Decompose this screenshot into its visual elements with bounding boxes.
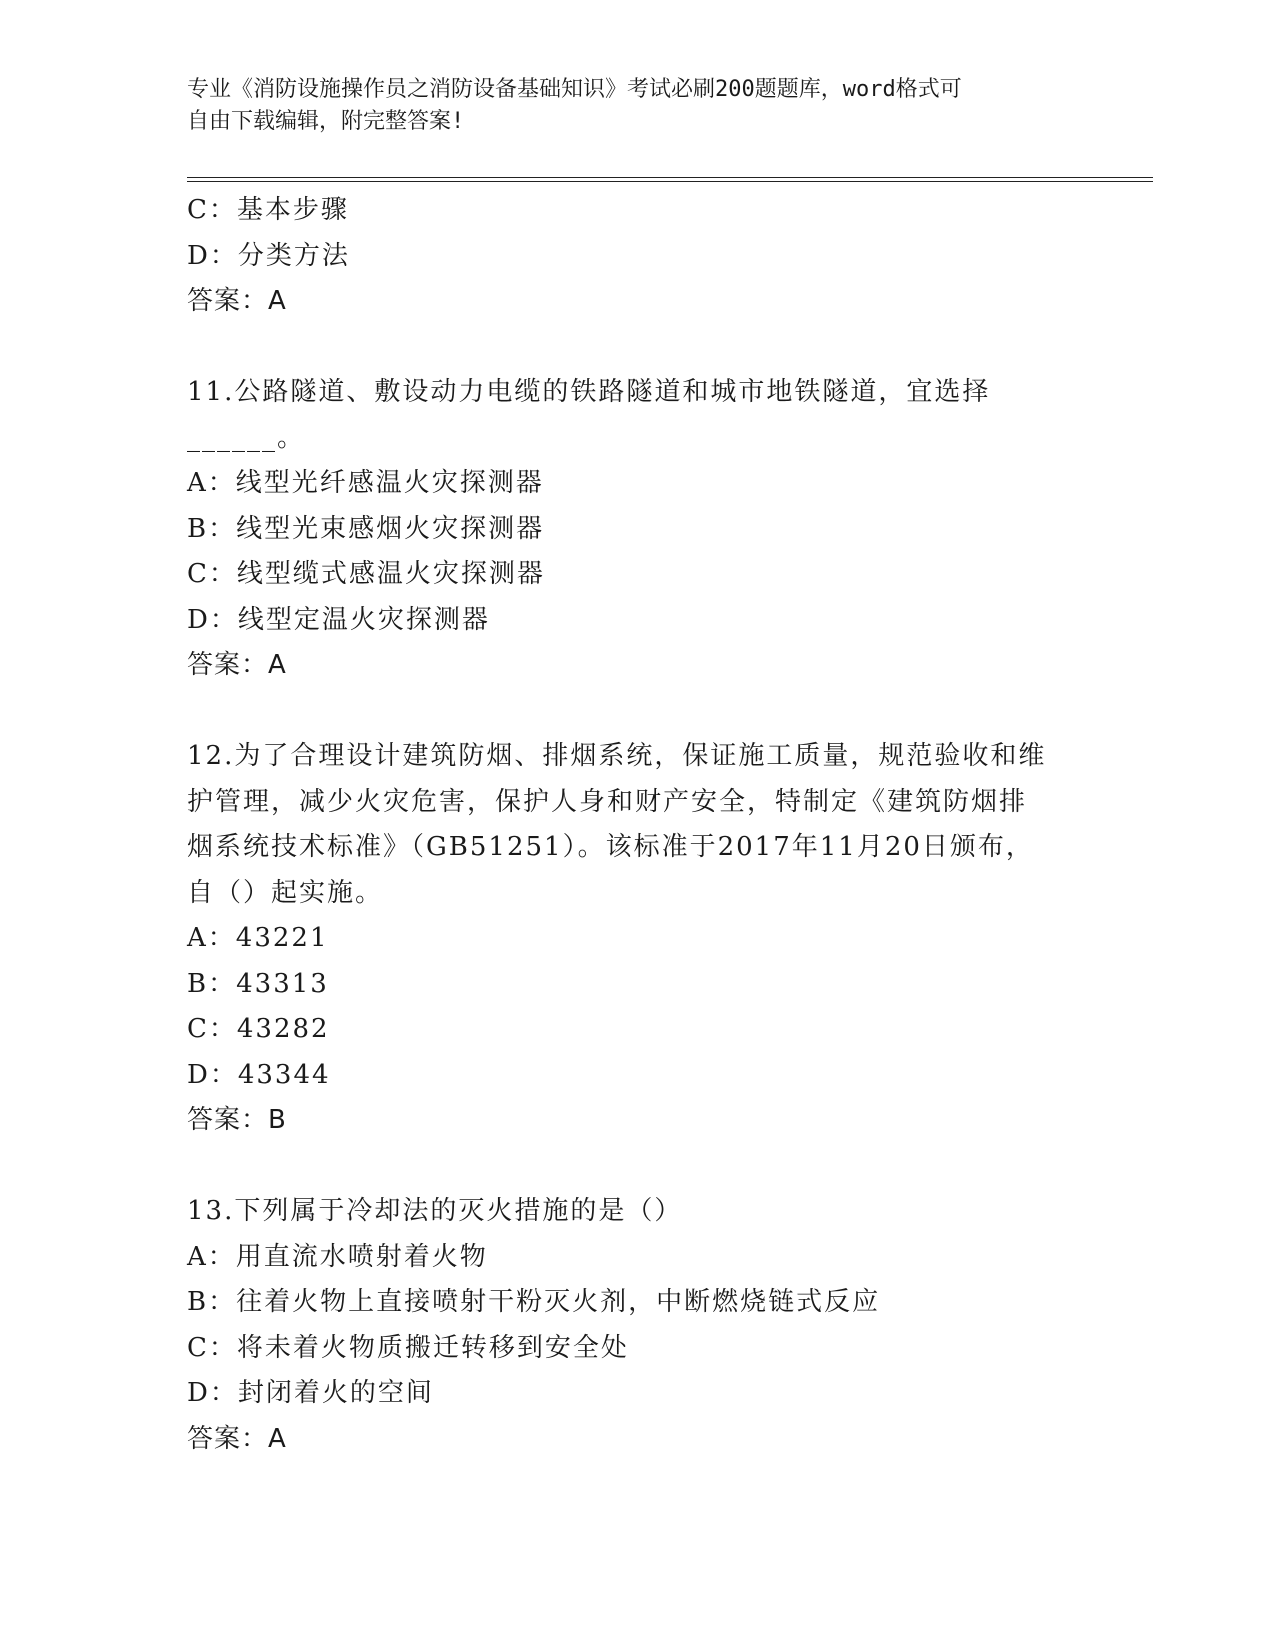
question-content: [187, 188, 1087, 1462]
question-text: ______。: [187, 422, 306, 453]
option-c: C：将未着火物质搬迁转移到安全处: [187, 1332, 629, 1363]
header-rule-bottom: [187, 181, 1153, 182]
question-text: 13.下列属于冷却法的灭火措施的是（）: [187, 1196, 683, 1226]
option-c: C：线型缆式感温火灾探测器: [187, 559, 545, 589]
question-11: [187, 370, 1087, 689]
option-a: A：用直流水喷射着火物: [187, 1241, 488, 1272]
option-d: D：封闭着火的空间: [187, 1378, 434, 1408]
question-text: 自（）起实施。: [187, 877, 384, 908]
option-d: D：分类方法: [187, 240, 350, 271]
answer: 答案：B: [187, 1105, 287, 1135]
header-rule-top: [187, 177, 1153, 178]
spacer: [187, 689, 1087, 735]
option-d: D：43344: [187, 1059, 331, 1090]
question-12: [187, 734, 1087, 1144]
option-c: C：43282: [187, 1014, 330, 1044]
answer: 答案：A: [187, 1423, 287, 1454]
spacer: [187, 325, 1087, 371]
answer: 答案：A: [187, 286, 287, 316]
question-13: [187, 1189, 1087, 1462]
option-b: B：往着火物上直接喷射干粉灭火剂，中断燃烧链式反应: [187, 1287, 881, 1317]
option-d: D：线型定温火灾探测器: [187, 604, 490, 635]
option-a: A：线型光纤感温火灾探测器: [187, 468, 544, 498]
spacer: [187, 1144, 1087, 1190]
document-header: [187, 74, 1087, 138]
question-text: 烟系统技术标准》（GB51251）。该标准于2017年11月20日颁布，: [187, 832, 1034, 862]
header-line-2: 自由下载编辑，附完整答案!: [187, 109, 465, 134]
header-line-1: 专业《消防设施操作员之消防设备基础知识》考试必刷200题题库，word格式可: [187, 77, 962, 102]
question-text: 11.公路隧道、敷设动力电缆的铁路隧道和城市地铁隧道，宜选择: [187, 377, 991, 407]
option-b: B：43313: [187, 968, 329, 999]
option-c: C：基本步骤: [187, 195, 349, 225]
question-text: 12.为了合理设计建筑防烟、排烟系统，保证施工质量，规范验收和维: [187, 741, 1047, 771]
answer: 答案：A: [187, 650, 287, 680]
question-text: 护管理，减少火灾危害，保护人身和财产安全，特制定《建筑防烟排: [187, 786, 1028, 817]
option-b: B：线型光束感烟火灾探测器: [187, 513, 545, 544]
option-a: A：43221: [187, 923, 329, 953]
